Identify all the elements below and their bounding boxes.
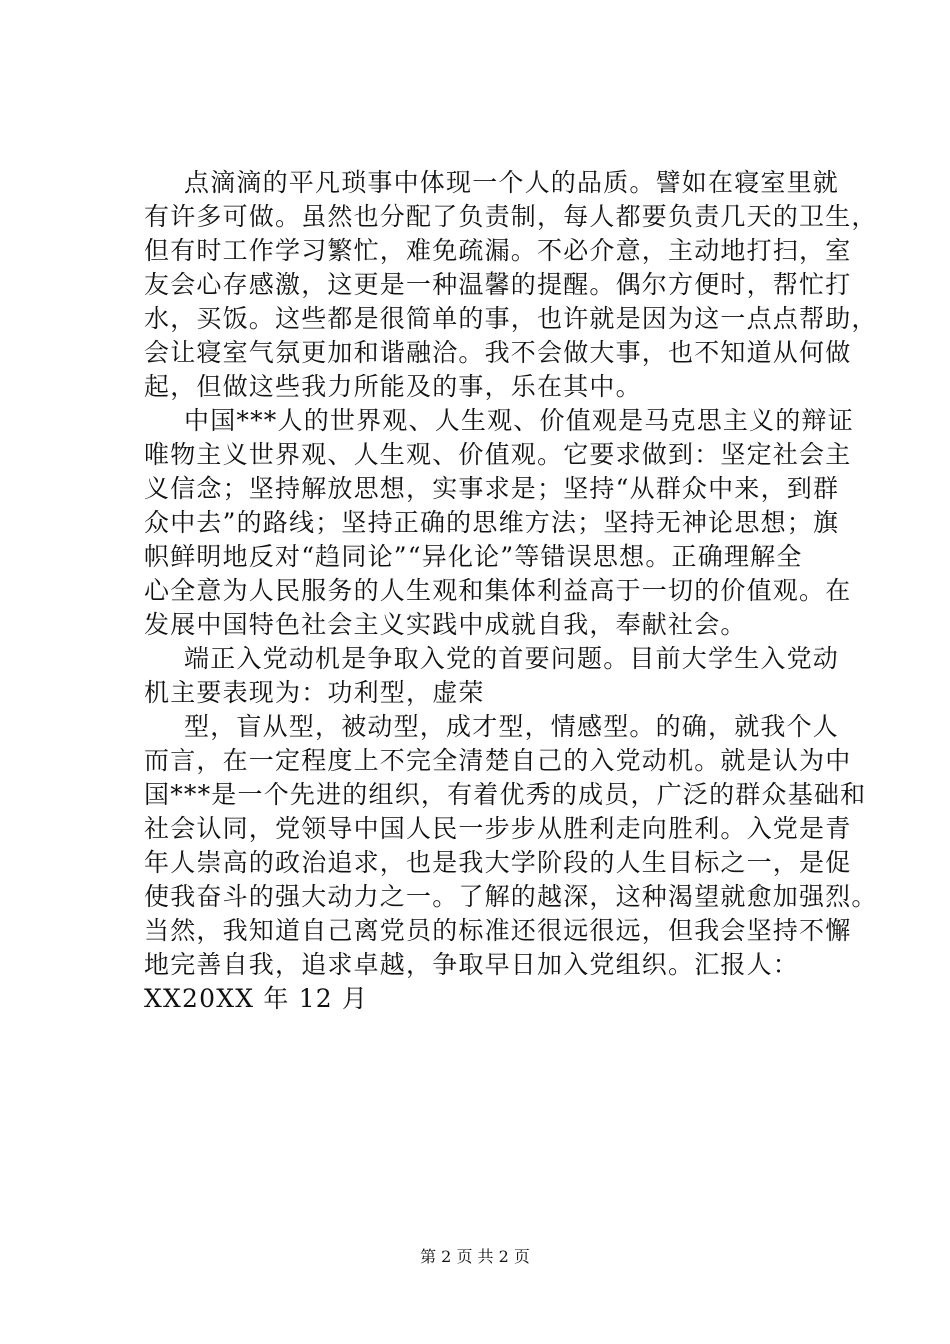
page-footer <box>0 1247 950 1267</box>
text-line: 会让寝室气氛更加和谐融洽。我不会做大事，也不知道从何做 <box>144 338 852 367</box>
paragraph-2 <box>144 404 854 642</box>
text-line: 起，但做这些我力所能及的事，乐在其中。 <box>144 372 642 401</box>
text-line: 帜鲜明地反对“趋同论”“异化论”等错误思想。正确理解全 <box>144 542 803 571</box>
text-line: 当然，我知道自己离党员的标准还很远很远，但我会坚持不懈 <box>144 916 852 945</box>
text-line: 唯物主义世界观、人生观、价值观。它要求做到：坚定社会主 <box>144 440 852 469</box>
text-line: 发展中国特色社会主义实践中成就自我，奉献社会。 <box>144 610 747 639</box>
text-line: 但有时工作学习繁忙，难免疏漏。不必介意，主动地打扫，室 <box>144 236 852 265</box>
text-line: 地完善自我，追求卓越，争取早日加入党组织。汇报人： <box>144 950 800 979</box>
text-line: 型，盲从型，被动型，成才型，情感型。的确，就我个人 <box>184 712 840 741</box>
text-line: 使我奋斗的强大动力之一。了解的越深，这种渴望就愈加强烈。 <box>144 882 878 911</box>
text-line: 点滴滴的平凡琐事中体现一个人的品质。譬如在寝室里就 <box>184 168 840 197</box>
text-line: 年人崇高的政治追求，也是我大学阶段的人生目标之一，是促 <box>144 848 852 877</box>
document-body <box>144 166 878 1016</box>
text-line: 端正入党动机是争取入党的首要问题。目前大学生入党动 <box>184 644 840 673</box>
text-line: 机主要表现为：功利型，虚荣 <box>144 678 485 707</box>
text-line: 社会认同，党领导中国人民一步步从胜利走向胜利。入党是青 <box>144 814 852 843</box>
text-line: XX20XX 年 12 月 <box>144 984 369 1013</box>
page-number-label: 第 2 页 共 2 页 <box>420 1247 530 1266</box>
text-line: 心全意为人民服务的人生观和集体利益高于一切的价值观。在 <box>144 576 852 605</box>
text-line: 众中去”的路线；坚持正确的思维方法；坚持无神论思想；旗 <box>144 508 840 537</box>
paragraph-1 <box>144 166 878 404</box>
text-line: 友会心存感激，这更是一种温馨的提醒。偶尔方便时，帮忙打 <box>144 270 852 299</box>
text-line: 义信念；坚持解放思想，实事求是；坚持“从群众中来，到群 <box>144 474 840 503</box>
text-line: 国***是一个先进的组织，有着优秀的成员，广泛的群众基础和 <box>144 780 867 809</box>
text-line: 而言，在一定程度上不完全清楚自己的入党动机。就是认为中 <box>144 746 852 775</box>
text-line: 水，买饭。这些都是很简单的事，也许就是因为这一点点帮助， <box>144 304 878 333</box>
paragraph-3 <box>144 642 840 710</box>
paragraph-4 <box>144 710 878 1016</box>
text-line: 中国***人的世界观、人生观、价值观是马克思主义的辩证 <box>184 406 854 435</box>
text-line: 有许多可做。虽然也分配了负责制，每人都要负责几天的卫生， <box>144 202 878 231</box>
